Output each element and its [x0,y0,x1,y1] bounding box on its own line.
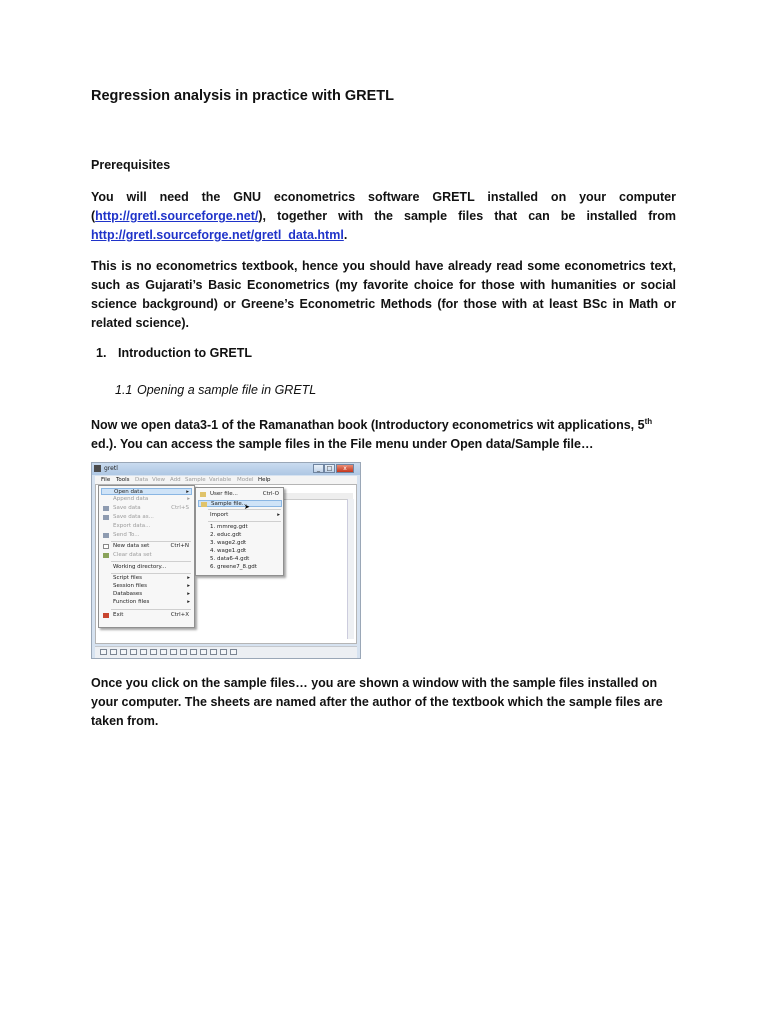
file-menu-working-directory[interactable]: Working directory... [113,564,167,570]
file-menu-script-files[interactable]: Script files ▸ [113,575,190,581]
document-title: Regression analysis in practice with GRETL [91,88,394,104]
menu-separator [111,609,191,610]
menu-add[interactable]: Add [170,477,181,483]
section-1-title: Introduction to GRETL [118,346,253,360]
toolbar-help-icon[interactable] [120,649,127,655]
menu-tools[interactable]: Tools [116,477,130,483]
toolbar-plot-icon[interactable] [190,649,197,655]
file-menu-send-to[interactable]: Send To... [101,532,192,539]
submenu-recent-file-4[interactable]: 4. wage1.gdt [210,548,247,554]
toolbar-package-icon[interactable] [210,649,217,655]
menu-separator [111,541,191,542]
menu-separator [111,561,191,562]
section-1-number: 1. [96,346,107,360]
toolbar-graph-icon[interactable] [180,649,187,655]
open-data-submenu [195,487,284,576]
folder-icon [200,492,206,497]
file-menu [98,485,195,628]
submenu-import[interactable]: Import ▸ [210,512,280,518]
minimize-button[interactable]: _ [313,464,324,473]
file-menu-append-data[interactable]: Append data ▸ [113,496,190,502]
para3-superscript: th [644,417,653,426]
gretl-app-icon [94,465,101,472]
para1-text-2: ), together with the sample files that can be installed from [258,209,676,223]
exit-icon [103,613,109,618]
mail-icon [103,533,109,538]
menu-separator [111,573,191,574]
file-menu-new-data-set[interactable]: New data set Ctrl+N [101,543,192,550]
submenu-recent-file-1[interactable]: 1. mmreg.gdt [210,524,248,530]
file-menu-session-files[interactable]: Session files ▸ [113,583,190,589]
para1-text-1: You will need the GNU econometrics software GRETL installed on your computer ( [91,190,676,223]
para3-text-1: Now we open data3-1 of the Ramanathan book (Introductory econometrics wit applications, 5 [91,418,645,433]
submenu-recent-file-5[interactable]: 5. data6-4.gdt [210,556,250,562]
maximize-button[interactable]: □ [324,464,335,473]
clear-icon [103,553,109,558]
gretl-homepage-link[interactable]: http://gretl.sourceforge.net/ [95,209,259,223]
menu-variable[interactable]: Variable [209,477,232,483]
submenu-recent-file-2[interactable]: 2. educ.gdt [210,532,242,538]
save-as-icon [103,515,109,520]
prerequisites-paragraph [91,188,676,245]
sample-files-paragraph: Once you click on the sample files… you are shown a window with the sample files installed on your computer. The sheets are named after the author of the textbook which the sample files are taken from. [91,676,663,728]
menu-data[interactable]: Data [135,477,149,483]
window-title: gretl [104,465,118,472]
file-menu-save-data-as[interactable]: Save data as... [101,514,192,521]
toolbar-edit-icon[interactable] [110,649,117,655]
toolbar-table-icon[interactable] [170,649,177,655]
toolbar-calculator-icon[interactable] [100,649,107,655]
section-1-1-heading [115,383,316,397]
folder-icon [201,502,207,507]
bottom-toolbar [95,646,357,658]
toolbar-console-icon[interactable] [130,649,137,655]
file-menu-function-files[interactable]: Function files ▸ [113,599,190,605]
toolbar-session-icon[interactable] [140,649,147,655]
toolbar-database-icon[interactable] [200,649,207,655]
file-menu-clear-data-set[interactable]: Clear data set [101,552,192,559]
file-menu-open-data[interactable]: Open data ▸ [101,488,192,495]
toolbar-model-icon[interactable] [160,649,167,655]
toolbar-folder-icon[interactable] [230,649,237,655]
open-data-paragraph [91,412,676,454]
file-menu-save-data[interactable]: Save data Ctrl+S [101,505,192,512]
submenu-sample-file[interactable]: Sample file... [198,500,282,507]
toolbar-function-icon[interactable] [150,649,157,655]
menu-sample[interactable]: Sample [185,477,206,483]
section-1-1-title: Opening a sample file in GRETL [137,383,317,397]
file-menu-exit[interactable]: Exit Ctrl+X [101,612,192,619]
vertical-scrollbar[interactable] [347,499,354,639]
section-1-heading [96,346,252,360]
menu-file[interactable]: File [101,477,111,483]
file-menu-databases[interactable]: Databases ▸ [113,591,190,597]
prerequisites-heading: Prerequisites [91,158,171,172]
menu-model[interactable]: Model [237,477,254,483]
menu-bar [95,476,357,484]
close-button[interactable]: x [336,464,354,473]
file-menu-export-data[interactable]: Export data... [113,523,151,529]
submenu-recent-file-6[interactable]: 6. greene7_8.gdt [210,564,257,570]
textbook-paragraph: This is no econometrics textbook, hence you should have already read some econometrics text, such as Gujarati’s Basic Econometrics (my favorite choice for those with humanities or social science background) or Greene’s Econometric Methods (for those with at least BSc in Math or related science). [91,259,676,330]
mouse-pointer-icon: ➤ [244,503,250,511]
para1-text-3: . [343,228,348,242]
new-file-icon [103,544,109,549]
section-1-1-number: 1.1 [115,383,133,397]
toolbar-window-icon[interactable] [220,649,227,655]
menu-view[interactable]: View [152,477,166,483]
gretl-screenshot [91,462,361,659]
submenu-user-file[interactable]: User file... Ctrl-O [198,491,282,498]
window-title-bar [92,463,360,475]
para3-text-2: ed.). You can access the sample files in the File menu under Open data/Sample file… [91,437,594,452]
save-icon [103,506,109,511]
gretl-data-link[interactable]: http://gretl.sourceforge.net/gretl_data.html [91,228,344,242]
submenu-recent-file-3[interactable]: 3. wage2.gdt [210,540,247,546]
menu-separator [208,521,281,522]
menu-help[interactable]: Help [258,477,271,483]
